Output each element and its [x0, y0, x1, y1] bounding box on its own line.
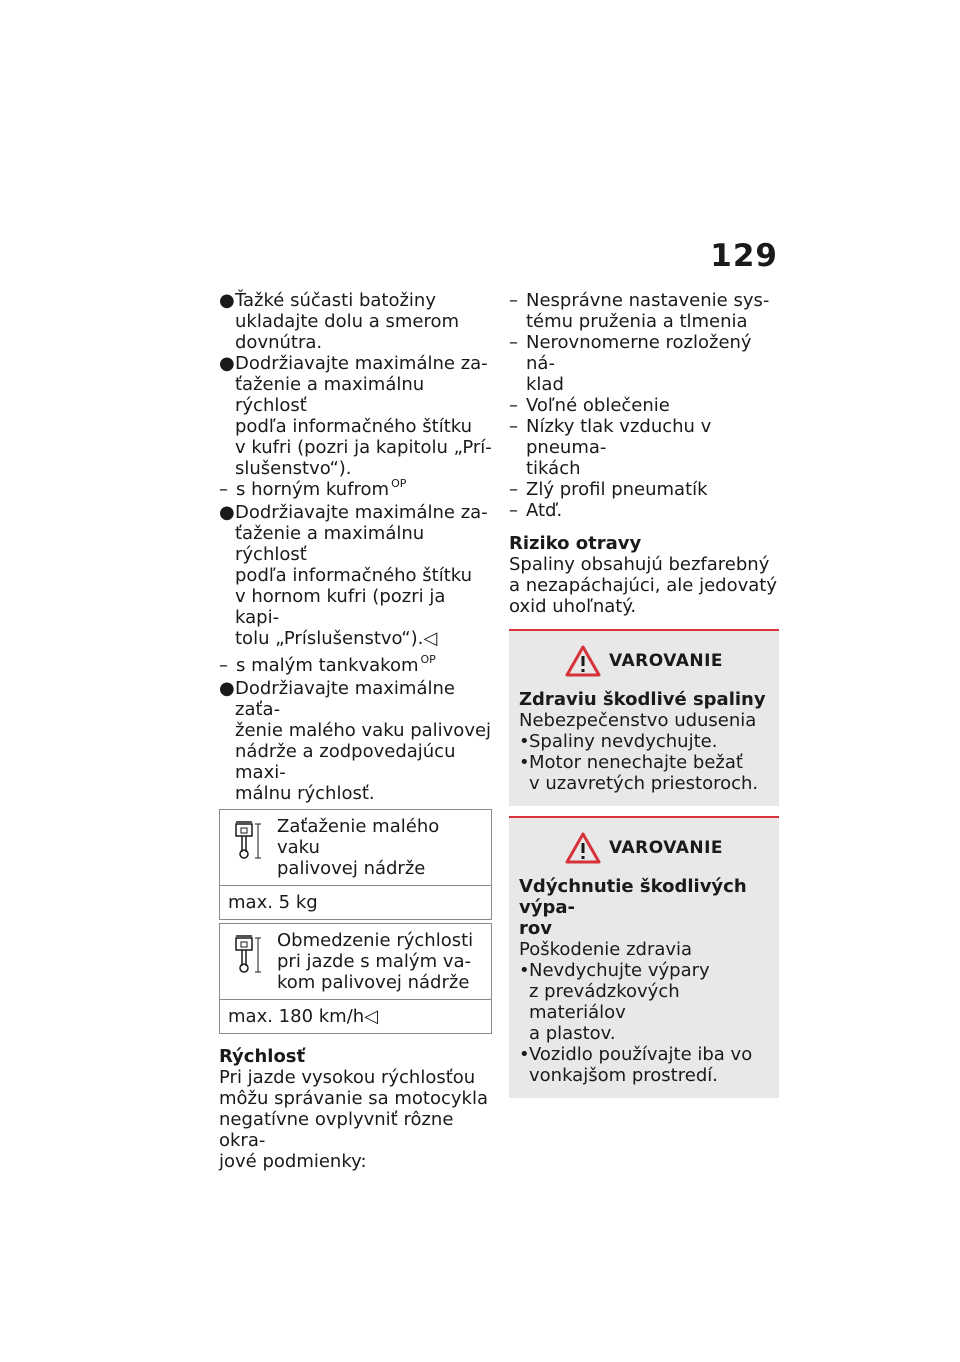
warning-box [509, 629, 779, 806]
text-line: Motor nenechajte bežať [529, 752, 743, 773]
section-heading: Rýchlosť [219, 1046, 306, 1067]
dash-item [509, 479, 779, 500]
bullet-icon: • [519, 731, 530, 752]
text-line: Pri jazde vysokou rýchlosťou [219, 1067, 476, 1088]
text-line: oxid uhoľnatý. [509, 596, 637, 617]
text-line: ženie malého vaku palivovej [235, 720, 492, 741]
warning-heading: Vdýchnutie škodlivých výpa- [519, 876, 747, 918]
text-line: môžu správanie sa motocykla [219, 1088, 488, 1109]
text-line: dovnútra. [235, 332, 323, 353]
bullet-item [519, 1044, 769, 1086]
dash-icon: – [509, 416, 518, 437]
dash-icon: – [509, 290, 518, 311]
luggage-tag-icon [232, 934, 264, 976]
dash-icon: – [509, 479, 518, 500]
load-limits-table [219, 809, 492, 1034]
text-line: Zlý profil pneumatík [526, 479, 708, 500]
dash-item [509, 395, 779, 416]
table-label: Zaťaženie malého vaku [277, 816, 440, 858]
luggage-tag-icon [232, 820, 264, 862]
table-row [220, 886, 492, 920]
dash-icon: – [509, 395, 518, 416]
dash-item [509, 500, 779, 521]
text-line: s malým tankvakom [236, 655, 419, 676]
text-line: a plastov. [529, 1023, 616, 1044]
bullet-item [519, 752, 769, 794]
table-cell [220, 924, 492, 1000]
table-value: max. 5 kg [220, 886, 492, 920]
table-label: palivovej nádrže [277, 858, 426, 879]
table-label: pri jazde s malým va- [277, 951, 472, 972]
table-row [220, 924, 492, 1000]
dash-item [509, 332, 779, 395]
dash-icon: – [509, 332, 518, 353]
text-line: Dodržiavajte maximálne za- [235, 502, 488, 523]
text-line: Nevdychujte výpary [529, 960, 710, 981]
warning-title: VAROVANIE [608, 650, 724, 671]
text-line: podľa informačného štítku [235, 565, 473, 586]
optional-marker: OP [391, 477, 407, 490]
warning-box [509, 816, 779, 1098]
warning-triangle-icon [565, 645, 601, 677]
text-line: Dodržiavajte maximálne za- [235, 353, 488, 374]
table-value: max. 180 km/h◁ [220, 1000, 492, 1034]
warning-header [519, 832, 769, 864]
bullet-item [219, 353, 492, 479]
bullet-icon: • [519, 1044, 530, 1065]
text-line: ukladajte dolu a smerom [235, 311, 460, 332]
warning-title: VAROVANIE [608, 837, 724, 858]
dash-item [509, 416, 779, 479]
warning-triangle-icon [565, 832, 601, 864]
text-line: Atď. [526, 500, 563, 521]
text-line: a nezapáchajúci, ale jedovatý [509, 575, 777, 596]
warning-heading: Zdraviu škodlivé spaliny [519, 689, 766, 710]
text-line: z prevádzkových materiálov [529, 981, 680, 1023]
right-column [509, 290, 779, 1098]
text-line: vonkajšom prostredí. [529, 1065, 718, 1086]
bullet-item [219, 290, 492, 353]
table-row [220, 1000, 492, 1034]
text-line: ťaženie a maximálnu rýchlosť [235, 374, 425, 416]
text-line: ťaženie a maximálnu rýchlosť [235, 523, 425, 565]
bullet-icon: ● [219, 290, 235, 311]
text-line: v uzavretých priestoroch. [529, 773, 759, 794]
warning-subtitle: Poškodenie zdravia [519, 939, 693, 960]
bullet-icon: • [519, 752, 530, 773]
text-line: Spaliny nevdychujte. [529, 731, 718, 752]
bullet-icon: ● [219, 502, 235, 523]
text-line: tému pruženia a tlmenia [526, 311, 748, 332]
dash-item [219, 655, 492, 678]
bullet-item [219, 678, 492, 804]
text-line: Vozidlo používajte iba vo [529, 1044, 753, 1065]
text-line: Spaliny obsahujú bezfarebný [509, 554, 770, 575]
table-row [220, 810, 492, 886]
text-line: Dodržiavajte maximálne zaťa- [235, 678, 455, 720]
bullet-icon: ● [219, 353, 235, 374]
dash-icon: – [219, 655, 228, 676]
text-line: s horným kufrom [236, 479, 390, 500]
dash-icon: – [509, 500, 518, 521]
text-line: Nízky tlak vzduchu v pneuma- [526, 416, 712, 458]
text-line: klad [526, 374, 564, 395]
dash-icon: – [219, 479, 228, 500]
dash-item [509, 290, 779, 332]
text-line: podľa informačného štítku [235, 416, 473, 437]
warning-heading: rov [519, 918, 552, 939]
bullet-icon: • [519, 960, 530, 981]
text-line: Ťažké súčasti batožiny [235, 290, 436, 311]
text-line: v hornom kufri (pozri ja kapi- [235, 586, 446, 628]
text-line: tikách [526, 458, 581, 479]
bullet-icon: ● [219, 678, 235, 699]
table-cell [220, 810, 492, 886]
bullet-item [219, 502, 492, 649]
optional-marker: OP [420, 653, 436, 666]
text-line: málnu rýchlosť. [235, 783, 375, 804]
text-line: jové podmienky: [219, 1151, 367, 1172]
text-line: Voľné oblečenie [526, 395, 670, 416]
text-line: slušenstvo“). [235, 458, 352, 479]
bullet-item [519, 731, 769, 752]
text-line: Nesprávne nastavenie sys- [526, 290, 770, 311]
bullet-item [519, 960, 769, 1044]
text-line: Nerovnomerne rozložený ná- [526, 332, 752, 374]
text-line: nádrže a zodpovedajúcu maxi- [235, 741, 456, 783]
page-number: 129 [710, 238, 778, 274]
table-label: kom palivovej nádrže [277, 972, 470, 993]
text-line: v kufri (pozri ja kapitolu „Prí- [235, 437, 492, 458]
section-heading: Riziko otravy [509, 533, 642, 554]
table-label: Obmedzenie rýchlosti [277, 930, 474, 951]
warning-header [519, 645, 769, 677]
warning-subtitle: Nebezpečenstvo udusenia [519, 710, 757, 731]
dash-item [219, 479, 492, 502]
text-line: tolu „Príslušenstvo“).◁ [235, 628, 438, 649]
left-column [219, 290, 492, 1172]
text-line: negatívne ovplyvniť rôzne okra- [219, 1109, 454, 1151]
